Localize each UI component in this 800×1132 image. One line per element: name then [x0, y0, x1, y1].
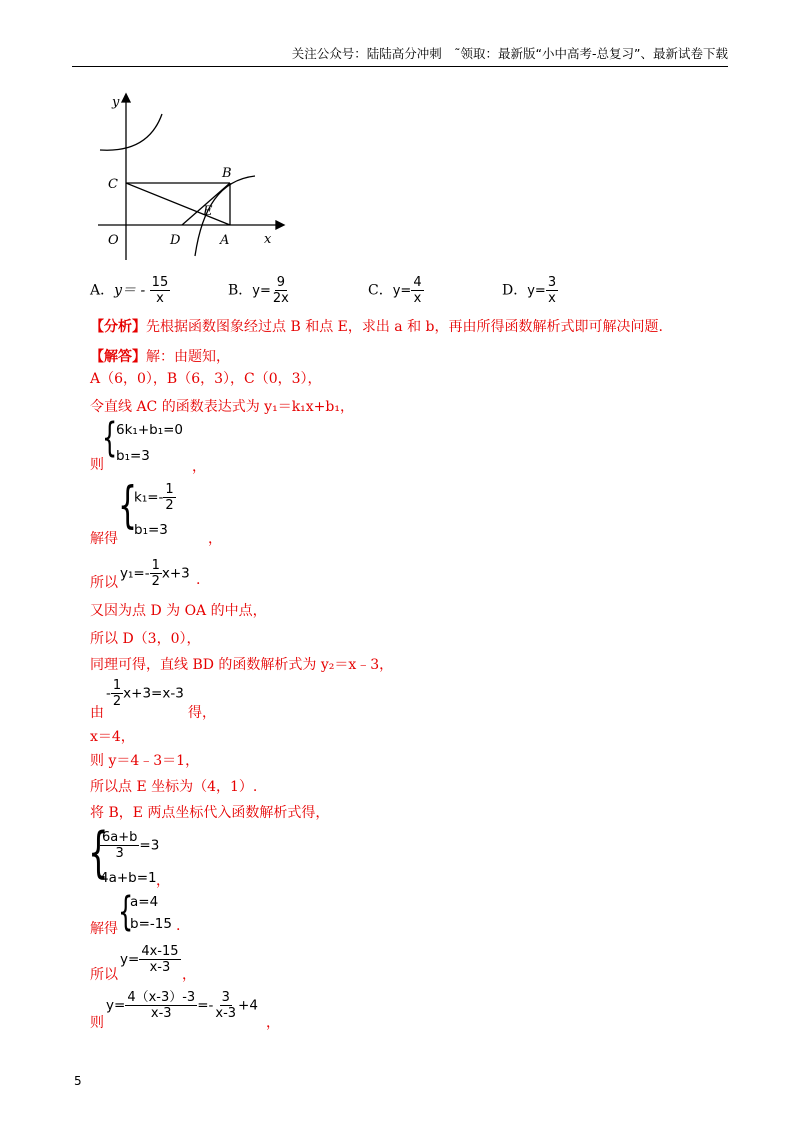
line-bd-expression: 同理可得，直线 BD 的函数解析式为 y₂＝x﹣3，: [90, 657, 394, 673]
final-comma: ，: [266, 1015, 280, 1031]
y-axis-arrow: [122, 94, 130, 102]
midpoint-line: 又因为点 D 为 OA 的中点，: [90, 603, 267, 619]
point-e-line: 所以点 E 坐标为（4，1）.: [90, 779, 258, 795]
from-label: 由: [90, 705, 104, 721]
then-label-2: 则: [90, 1015, 104, 1031]
solve-label-2: 解得: [90, 921, 118, 937]
get-label: 得，: [188, 705, 216, 721]
system2-eq1: k₁=- $\frac{1}{2}$: [134, 482, 174, 513]
system4-period: .: [176, 918, 181, 934]
function-graph: [90, 88, 290, 264]
system3-eq2: 4a+b=1: [100, 870, 157, 886]
y1-result: y₁=- $\frac{1}{2}$ x+3: [120, 558, 190, 589]
x-axis-arrow: [276, 221, 284, 229]
option-c-fraction: $\frac{4}{x}$: [413, 275, 422, 306]
system1-eq2: b₁=3: [116, 448, 150, 464]
system2-eq2: b₁=3: [134, 522, 168, 538]
point-b-label: B: [222, 166, 232, 181]
analysis-tag: 【分析】: [90, 319, 146, 335]
option-d-fraction: $\frac{3}{x}$: [547, 275, 557, 306]
page-header: [72, 44, 728, 67]
points-line: A（6，0），B（6，3），C（0，3），: [90, 371, 322, 387]
intersection-equation: - $\frac{1}{2}$ x+3=x-3: [106, 678, 184, 709]
point-a-label: A: [220, 233, 230, 248]
point-c-label: C: [108, 177, 118, 192]
option-b-fraction: $\frac{9}{2x}$: [272, 275, 289, 306]
system4-eq1: a=4: [130, 894, 159, 910]
substitute-line: 将 B，E 两点坐标代入函数解析式得，: [90, 805, 330, 821]
y-label: y: [112, 95, 120, 110]
header-text: 关注公众号：陆陆高分冲刺 ˜领取：最新版“小中高考-总复习”、最新试卷下载: [291, 46, 728, 61]
therefore-label-1: 所以: [90, 575, 118, 591]
segment-ca: [126, 183, 230, 225]
system4-eq2: b=-15: [130, 916, 172, 932]
answer-options: [90, 270, 650, 308]
option-a-label: A．: [90, 282, 115, 299]
system1-comma: ，: [192, 459, 206, 475]
option-b-lhs: y=: [252, 283, 271, 299]
solve-label-1: 解得: [90, 531, 118, 547]
final-expression: y= $\frac{4(x-3)-3}{x-3}$ =- $\frac{3}{x-3}$ +4: [106, 990, 258, 1021]
option-a-fraction: $\frac{15}{x}$: [151, 275, 169, 306]
point-d-line: 所以 D（3，0），: [90, 631, 201, 647]
option-d-label: D．: [502, 282, 528, 299]
option-c-label: C．: [368, 282, 393, 299]
system3-brace: {: [88, 821, 109, 884]
y-result: y= $\frac{4x-15}{x-3}$: [120, 944, 179, 975]
system4-brace: {: [118, 889, 134, 935]
point-d-label: D: [170, 233, 181, 248]
option-c-lhs: y=: [392, 283, 412, 299]
system2-brace: {: [118, 476, 138, 534]
line-ac-expression: 令直线 AC 的函数表达式为 y₁＝k₁x+b₁，: [90, 399, 354, 415]
then-label: 则: [90, 457, 104, 473]
system2-comma: ，: [208, 531, 222, 547]
system1-brace: {: [102, 415, 118, 461]
system3-eq1: $\frac{6a+b}{3}$ =3: [102, 830, 160, 861]
y1-period: .: [196, 572, 201, 588]
option-b-label: B．: [228, 282, 253, 299]
solution-line: 【解答】解：由题知，: [90, 349, 230, 365]
y-value-line: 则 y＝4﹣3＝1，: [90, 753, 200, 769]
page-number: 5: [74, 1074, 82, 1088]
origin-label: O: [108, 233, 119, 248]
analysis-line: 【分析】先根据函数图象经过点 B 和点 E，求出 a 和 b，再由所得函数解析式即可解决问题.: [90, 319, 663, 335]
system1-eq1: 6k₁+b₁=0: [116, 422, 184, 438]
hyperbola-left-branch: [100, 114, 162, 150]
solution-tag: 【解答】: [90, 349, 146, 365]
system3-comma: ，: [156, 873, 170, 889]
x-value-line: x＝4，: [90, 729, 135, 745]
therefore-label-2: 所以: [90, 967, 118, 983]
y-result-comma: ，: [182, 967, 196, 983]
option-d-lhs: y=: [527, 283, 546, 299]
point-e-label: E: [203, 204, 213, 219]
x-label: x: [264, 232, 272, 247]
option-a-lhs: y＝ -: [114, 282, 146, 299]
